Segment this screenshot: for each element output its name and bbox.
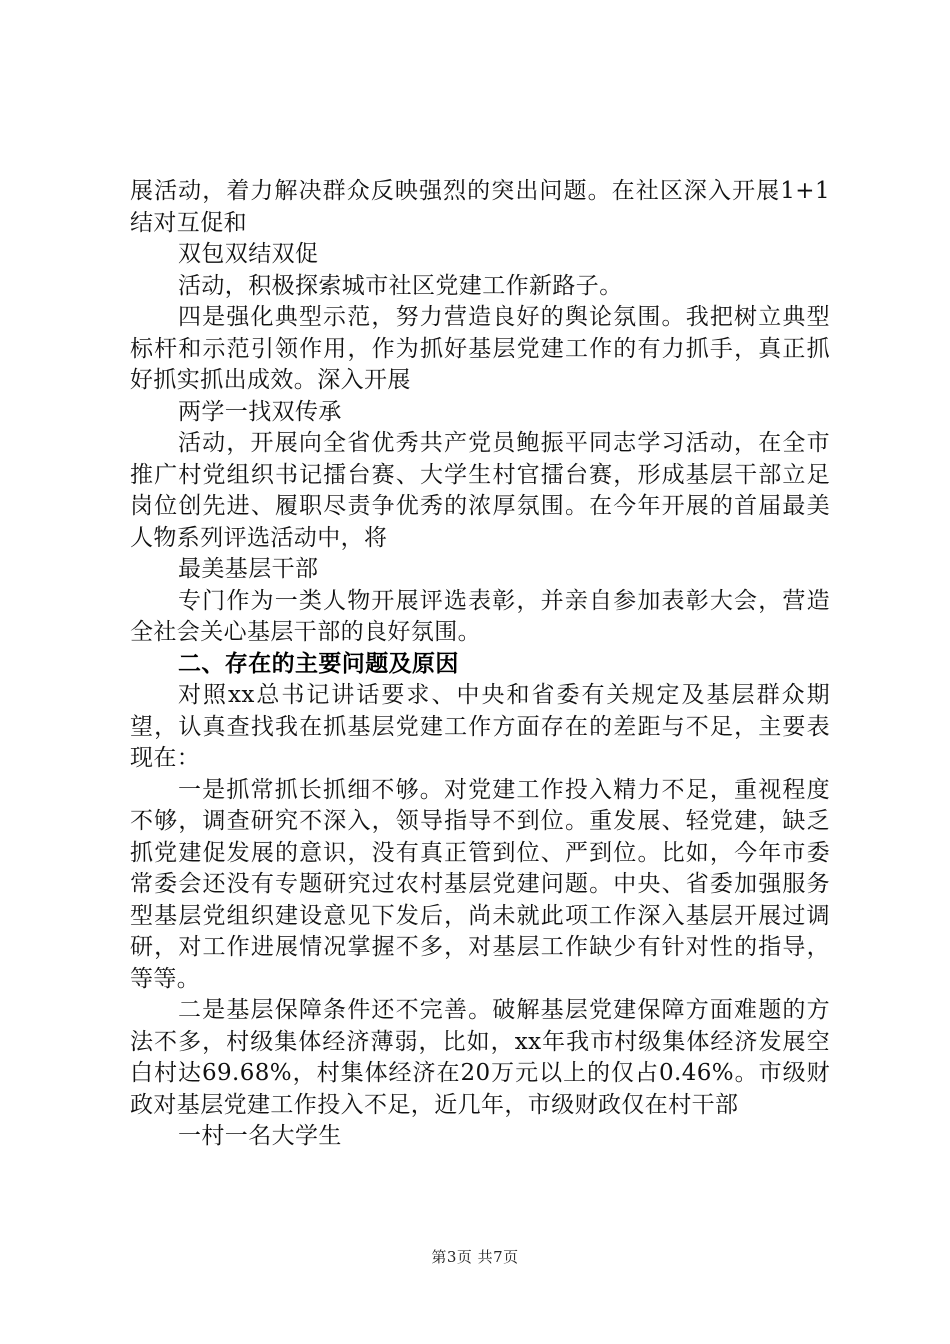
paragraph-2: 双包双结双促 xyxy=(178,241,319,267)
paragraph-11: 二是基层保障条件还不完善。破解基层党建保障方面难题的方法不多，村级集体经济薄弱，比如，xx年我市村级集体经济发展空白村达69.68%，村集体经济在20万元以上的仅占0.46%。市级财政对基层党建工作投入不足，近几年，市级财政仅在村干部 xyxy=(130,997,830,1118)
paragraph-3: 活动，积极探索城市社区党建工作新路子。 xyxy=(178,272,623,299)
paragraph-6: 活动，开展向全省优秀共产党员鲍振平同志学习活动，在全市推广村党组织书记擂台赛、大学生村官擂台赛，形成基层干部立足岗位创先进、履职尽责争优秀的浓厚氛围。在今年开展的首届最美人物系列评选活动中，将 xyxy=(130,430,830,551)
paragraph-10: 一是抓常抓长抓细不够。对党建工作投入精力不足，重视程度不够，调查研究不深入，领导指导不到位。重发展、轻党建，缺乏抓党建促发展的意识，没有真正管到位、严到位。比如，今年市委常委会还没有专题研究过农村基层党建问题。中央、省委加强服务型基层党组织建设意见下发后，尚未就此项工作深入基层开展过调研，对工作进展情况掌握不多，对基层工作缺少有针对性的指导，等等。 xyxy=(130,776,830,992)
paragraph-8: 专门作为一类人物开展评选表彰，并亲自参加表彰大会，营造全社会关心基层干部的良好氛围。 xyxy=(130,587,830,645)
paragraph-9: 对照xx总书记讲话要求、中央和省委有关规定及基层群众期望，认真查找我在抓基层党建工作方面存在的差距与不足，主要表现在： xyxy=(130,682,830,771)
document-body xyxy=(130,176,830,1153)
paragraph-4: 四是强化典型示范，努力营造良好的舆论氛围。我把树立典型标杆和示范引领作用，作为抓好基层党建工作的有力抓手，真正抓好抓实抓出成效。深入开展 xyxy=(130,304,830,393)
page-footer: 第3页 共7页 xyxy=(431,1248,519,1266)
paragraph-12: 一村一名大学生 xyxy=(178,1123,342,1149)
paragraph-7: 最美基层干部 xyxy=(178,556,319,582)
paragraph-1: 展活动，着力解决群众反映强烈的突出问题。在社区深入开展1+1结对互促和 xyxy=(130,178,830,236)
section-heading: 二、存在的主要问题及原因 xyxy=(178,650,459,677)
paragraph-5: 两学一找双传承 xyxy=(178,398,342,425)
